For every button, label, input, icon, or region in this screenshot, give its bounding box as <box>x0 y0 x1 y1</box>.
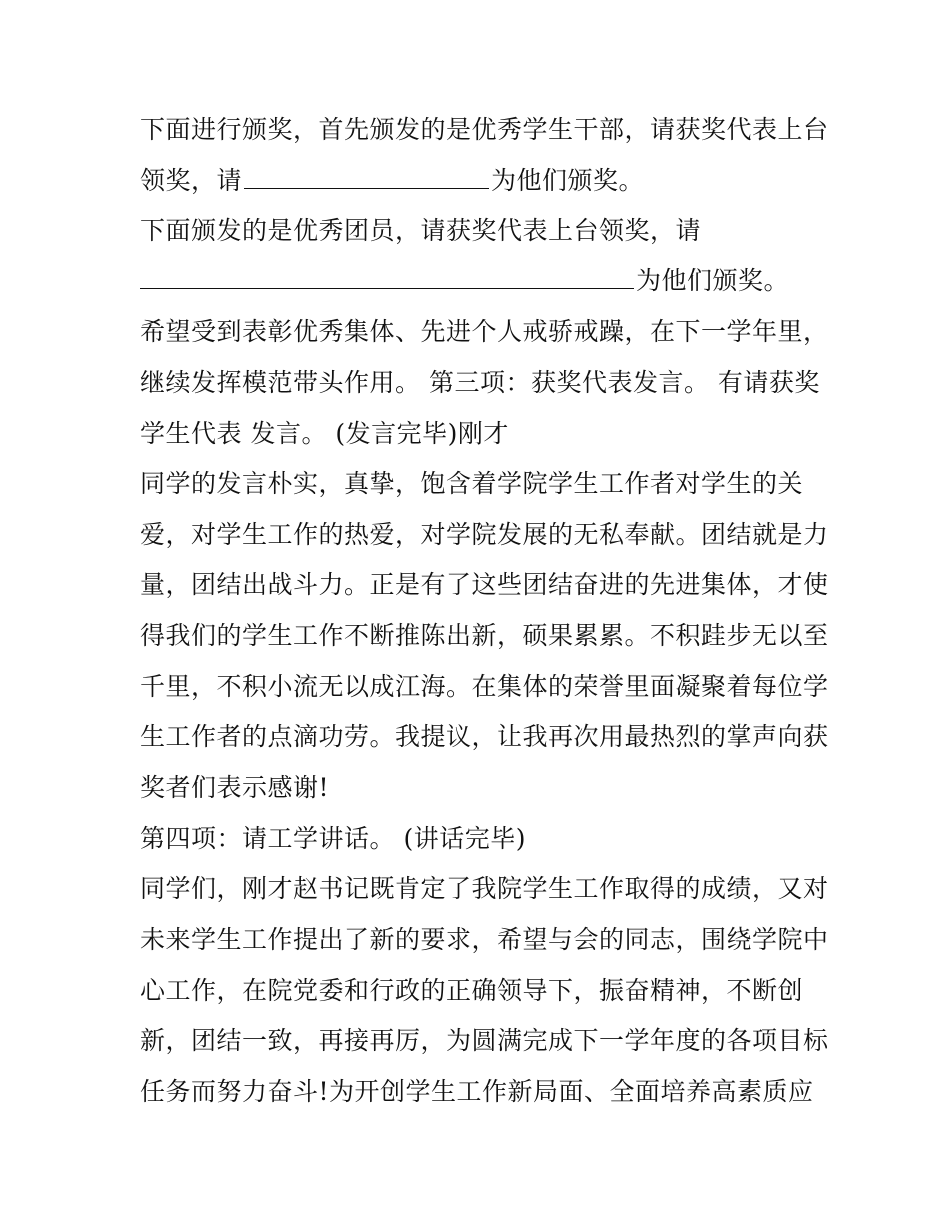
text-line: 下面进行颁奖，首先颁发的是优秀学生干部，请获奖代表上台 <box>140 115 829 144</box>
text-segment: 领奖，请 <box>140 166 243 195</box>
text-line: 同学的发言朴实，真挚，饱含着学院学生工作者对学生的关 <box>140 469 804 498</box>
text-segment: 为他们颁奖。 <box>636 266 790 295</box>
text-line: 任务而努力奋斗!为开创学生工作新局面、全面培养高素质应 <box>140 1077 814 1106</box>
text-line: 奖者们表示感谢! <box>140 773 330 802</box>
text-line: 第四项：请工学讲话。 (讲话完毕) <box>140 824 526 853</box>
text-line-with-blank <box>140 264 789 298</box>
text-line: 同学们，刚才赵书记既肯定了我院学生工作取得的成绩，又对 <box>140 874 829 903</box>
text-line: 下面颁发的是优秀团员，请获奖代表上台领奖，请 <box>140 216 702 245</box>
text-line: 继续发挥模范带头作用。 第三项：获奖代表发言。 有请获奖 <box>140 368 820 397</box>
text-line: 心工作，在院党委和行政的正确领导下，振奋精神，不断创 <box>140 976 804 1005</box>
fill-in-blank <box>140 266 634 289</box>
text-line: 未来学生工作提出了新的要求，希望与会的同志，围绕学院中 <box>140 925 829 954</box>
text-line: 得我们的学生工作不断推陈出新，硕果累累。不积跬步无以至 <box>140 621 829 650</box>
text-segment: 为他们颁奖。 <box>491 166 645 195</box>
text-line: 量，团结出战斗力。正是有了这些团结奋进的先进集体，才使 <box>140 570 829 599</box>
fill-in-blank <box>244 166 489 189</box>
text-line: 新，团结一致，再接再厉，为圆满完成下一学年度的各项目标 <box>140 1026 829 1055</box>
text-line-with-blank <box>140 164 644 198</box>
text-line: 爱，对学生工作的热爱，对学院发展的无私奉献。团结就是力 <box>140 520 829 549</box>
text-line: 生工作者的点滴功劳。我提议，让我再次用最热烈的掌声向获 <box>140 722 829 751</box>
text-line: 学生代表 发言。 (发言完毕)刚才 <box>140 419 509 448</box>
text-line: 希望受到表彰优秀集体、先进个人戒骄戒躁，在下一学年里， <box>140 317 829 346</box>
text-line: 千里，不积小流无以成江海。在集体的荣誉里面凝聚着每位学 <box>140 672 829 701</box>
